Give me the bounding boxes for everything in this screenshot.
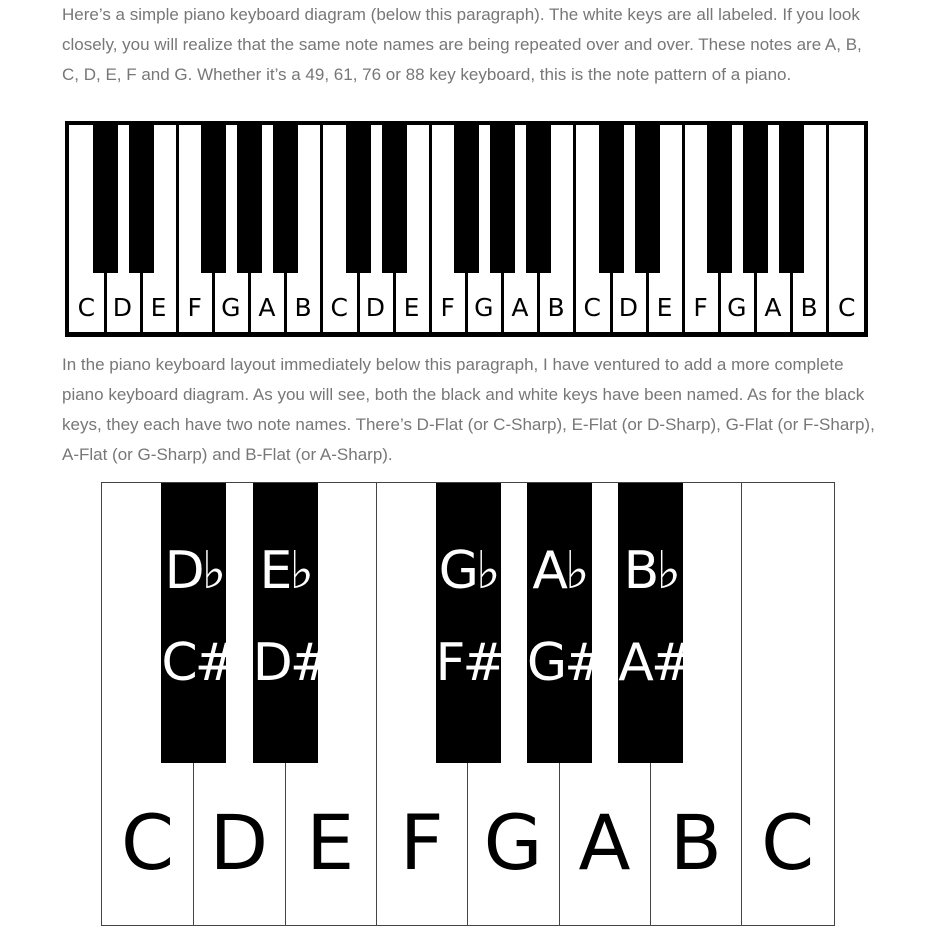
white-key-label: C (761, 798, 815, 887)
white-key-label: G (221, 293, 241, 322)
white-key-label: D (618, 293, 638, 322)
black-key (252, 483, 331, 763)
white-key-label: A (764, 293, 782, 322)
black-key-sharp-label: F# (435, 633, 503, 693)
white-key-label: F (693, 293, 708, 322)
white-key-label: E (656, 293, 673, 322)
white-key-label: E (403, 293, 420, 322)
white-key-label: D (112, 293, 133, 322)
black-key (707, 125, 732, 273)
black-key (346, 125, 371, 273)
white-key-label: C (77, 293, 96, 322)
simple-piano-keyboard-diagram (65, 121, 868, 337)
white-key-label: G (474, 293, 494, 322)
white-key-label: C (837, 293, 856, 322)
white-key-label: D (209, 798, 269, 887)
keyboard-1-keys (69, 125, 864, 332)
black-key-flat-label: E♭ (259, 541, 311, 601)
black-key (201, 125, 226, 273)
white-key-label: B (669, 798, 722, 887)
black-key (599, 125, 624, 273)
black-key (526, 125, 551, 273)
black-key (273, 125, 298, 273)
white-key-label: G (727, 293, 747, 322)
white-key-label: C (583, 293, 601, 322)
white-key-label: F (440, 293, 455, 322)
complete-piano-keyboard-diagram (101, 482, 835, 926)
second-paragraph: In the piano keyboard layout immediately below this paragraph, I have ventured to add a more complete piano keyboard diagram. As you will see, both the black and white keys have been named. As for the black keys, they each have two note names. There’s D-Flat (or C-Sharp), E-Flat (or D-Sharp), G-Flat (or F-Sharp), A-Flat (or G-Sharp) and B-Flat (or A-Sharp). (62, 355, 875, 464)
white-key-label: A (511, 293, 529, 322)
white-key-label: F (399, 798, 444, 887)
white-key-label: E (306, 798, 355, 887)
black-key-flat-label: G♭ (438, 541, 498, 601)
black-key-sharp-label: D# (252, 633, 331, 693)
black-key (454, 125, 479, 273)
black-key (436, 483, 501, 763)
black-key (526, 483, 605, 763)
black-key (490, 125, 515, 273)
black-key (93, 125, 118, 273)
white-key-label: D (365, 293, 386, 322)
white-key-label: A (578, 798, 631, 887)
black-key-sharp-label: A# (618, 633, 692, 693)
black-key-sharp-label: G# (526, 633, 605, 693)
black-key (635, 125, 660, 273)
white-key-label: G (483, 798, 543, 887)
black-key-flat-label: B♭ (623, 541, 678, 601)
white-key-label: B (294, 293, 312, 322)
white-key-label: C (121, 798, 175, 887)
black-key-flat-label: A♭ (532, 541, 587, 601)
black-key (779, 125, 804, 273)
black-key-flat-label: D♭ (164, 541, 224, 601)
white-key (828, 125, 866, 332)
black-key-sharp-label: C# (161, 633, 236, 693)
white-key (742, 483, 834, 925)
black-key (237, 125, 262, 273)
black-key (161, 483, 236, 763)
white-key-label: A (258, 293, 276, 322)
white-key-label: C (330, 293, 348, 322)
black-key (618, 483, 692, 763)
intro-paragraph: Here’s a simple piano keyboard diagram (below this paragraph). The white keys are all labeled. If you look closely, you will realize that the same note names are being repeated over and over. These notes are A, B, C, D, E, F and G. Whether it’s a 49, 61, 76 or 88 key keyboard, this is the note pattern of a piano. (62, 5, 862, 84)
black-key (382, 125, 407, 273)
white-key-label: B (547, 293, 565, 322)
white-key-label: B (800, 293, 818, 322)
black-key (743, 125, 768, 273)
white-key-label: F (187, 293, 202, 322)
black-key (129, 125, 154, 273)
white-key-label: E (150, 293, 167, 322)
